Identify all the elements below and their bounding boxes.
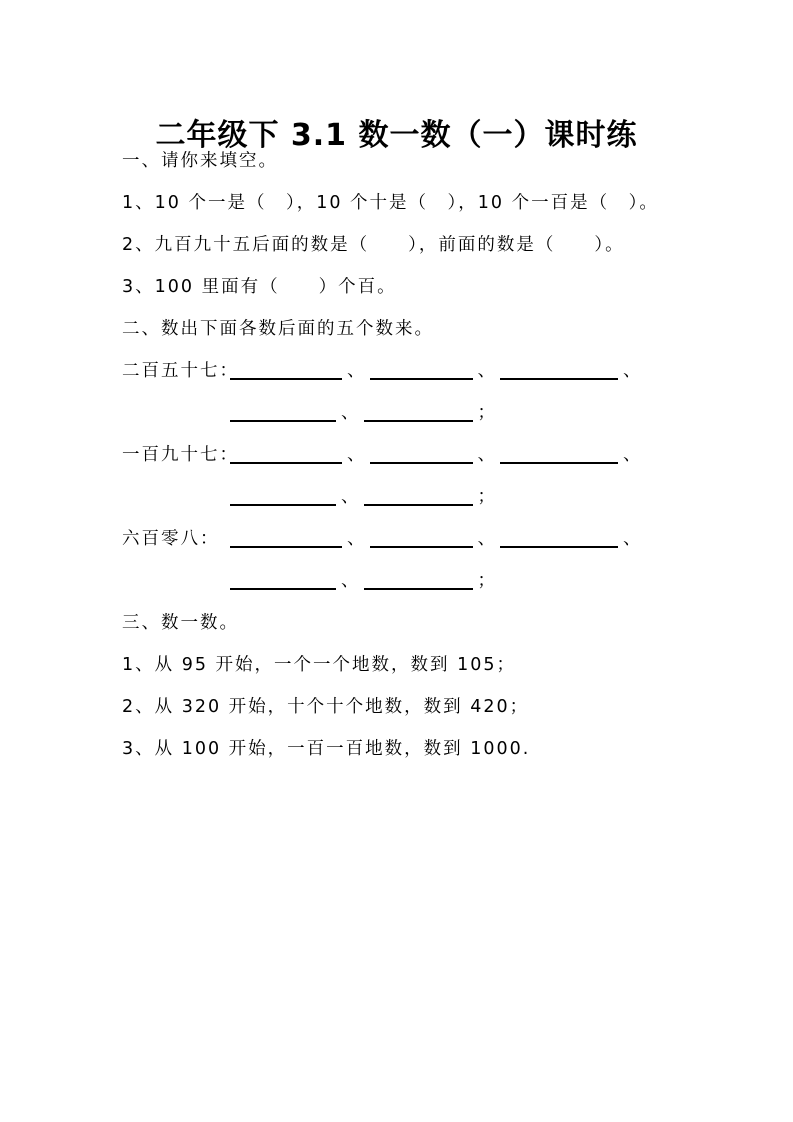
section3-question-2: 2、从 320 开始，十个十个地数，数到 420； (122, 697, 530, 717)
count-group-257-row-1 (122, 350, 753, 392)
number-word-label: 六百零八： (122, 529, 220, 549)
section3-question-1: 1、从 95 开始，一个一个地数，数到 105； (122, 655, 516, 675)
answer-blank (370, 378, 473, 380)
section1-question-2: 2、九百九十五后面的数是（ ），前面的数是（ ）。 (122, 235, 625, 255)
answer-blank (364, 420, 473, 422)
number-word-label: 二百五十七： (122, 361, 239, 381)
answer-blank (230, 462, 342, 464)
count-group-608-row-2 (122, 560, 753, 602)
list-terminator: ； (477, 571, 497, 591)
answer-blank (230, 378, 342, 380)
count-group-197-row-1 (122, 434, 753, 476)
page-title: 二年级下 3.1 数一数（一）课时练 (155, 118, 638, 154)
section1-question-3: 3、100 里面有（ ）个百。 (122, 277, 397, 297)
count-group-608-row-1 (122, 518, 753, 560)
list-separator: 、 (347, 361, 367, 381)
list-separator: 、 (341, 487, 361, 507)
worksheet-body (122, 140, 753, 770)
section3-question-3: 3、从 100 开始，一百一百地数，数到 1000. (122, 739, 531, 759)
list-separator: 、 (347, 445, 367, 465)
list-terminator: ； (477, 403, 497, 423)
list-separator: 、 (477, 361, 497, 381)
count-group-197-row-2 (122, 476, 753, 518)
count-group-257-row-2 (122, 392, 753, 434)
answer-blank (364, 588, 473, 590)
answer-blank (370, 462, 473, 464)
list-separator: 、 (341, 571, 361, 591)
answer-blank (500, 546, 618, 548)
answer-blank (500, 462, 618, 464)
section1-heading: 一、请你来填空。 (122, 151, 278, 171)
list-separator: 、 (623, 529, 643, 549)
list-separator: 、 (623, 445, 643, 465)
answer-blank (500, 378, 618, 380)
list-separator: 、 (477, 445, 497, 465)
list-separator: 、 (341, 403, 361, 423)
answer-blank (230, 420, 336, 422)
answer-blank (230, 588, 336, 590)
answer-blank (230, 546, 342, 548)
answer-blank (364, 504, 473, 506)
section1-question-1: 1、10 个一是（ ），10 个十是（ ），10 个一百是（ ）。 (122, 193, 659, 213)
list-terminator: ； (477, 487, 497, 507)
list-separator: 、 (477, 529, 497, 549)
list-separator: 、 (347, 529, 367, 549)
section3-heading: 三、数一数。 (122, 613, 239, 633)
answer-blank (230, 504, 336, 506)
list-separator: 、 (623, 361, 643, 381)
answer-blank (370, 546, 473, 548)
number-word-label: 一百九十七： (122, 445, 239, 465)
section2-heading: 二、数出下面各数后面的五个数来。 (122, 319, 434, 339)
